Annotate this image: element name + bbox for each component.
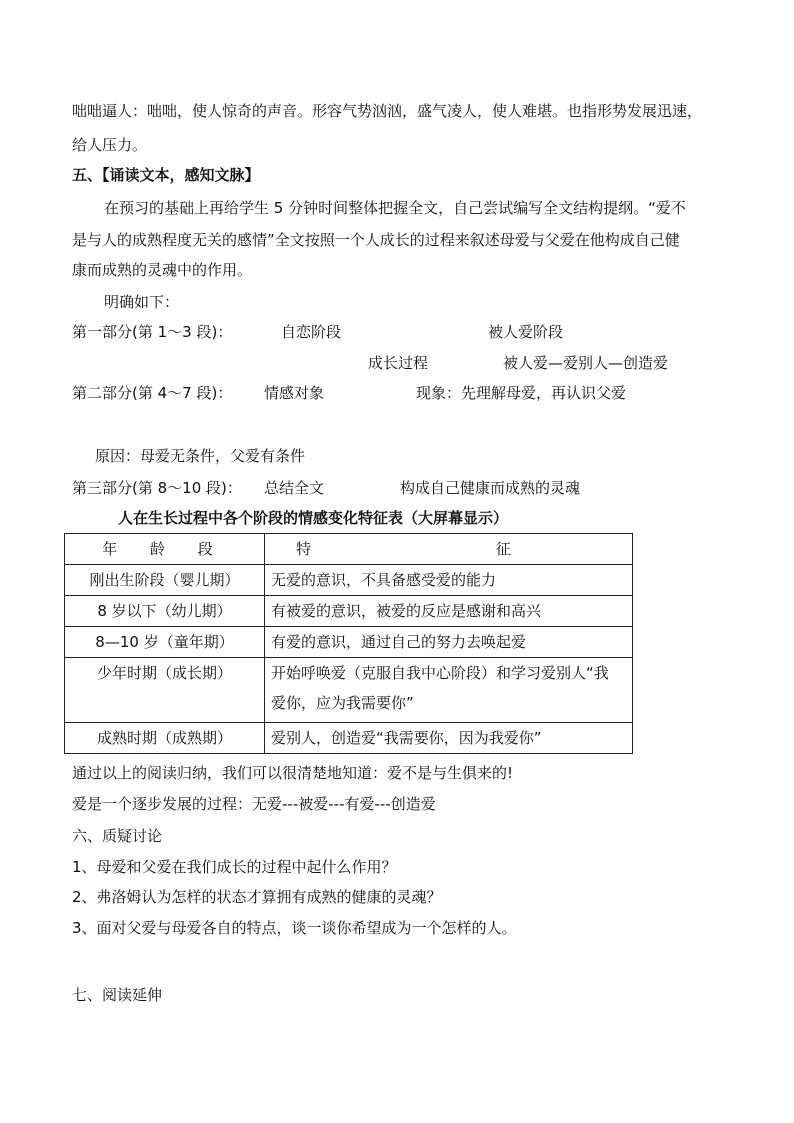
section-5-para-line-3: 康而成熟的灵魂中的作用。 [72, 261, 253, 279]
section-5-para-line-1: 在预习的基础上再给学生 5 分钟时间整体把握全文，自己尝试编写全文结构提纲。“爱不 [104, 199, 686, 217]
stage-cell: 8 岁以下（幼儿期） [65, 596, 265, 627]
trait-line-2: 爱你，应为我需要你” [271, 694, 414, 712]
section-6-heading: 六、质疑讨论 [72, 827, 163, 845]
stage-cell: 成熟时期（成熟期） [65, 723, 265, 754]
intro-line-2: 给人压力。 [72, 136, 148, 154]
part-2-reason: 原因：母爱无条件，父爱有条件 [95, 447, 306, 465]
stage-cell: 刚出生阶段（婴儿期） [65, 565, 265, 596]
question-1: 1、母爱和父爱在我们成长的过程中起什么作用？ [72, 858, 397, 876]
table-title: 人在生长过程中各个阶段的情感变化特征表（大屏幕显示） [118, 509, 509, 527]
part-1-progression: 被人爱—爱别人—创造爱 [503, 354, 669, 372]
summary-line-2: 爱是一个逐步发展的过程：无爱---被爱---有爱---创造爱 [72, 795, 436, 813]
table-row [65, 723, 633, 754]
table-row [65, 565, 633, 596]
table-header-row [65, 534, 633, 565]
question-2: 2、弗洛姆认为怎样的状态才算拥有成熟的健康的灵魂？ [72, 888, 442, 906]
trait-cell: 无爱的意识，不具备感受爱的能力 [265, 565, 633, 596]
section-7-heading: 七、阅读延伸 [72, 986, 163, 1004]
section-5-para-line-2: 是与人的成熟程度无关的感情”全文按照一个人成长的过程来叙述母爱与父爱在他构成自己健 [72, 231, 680, 249]
part-3-summary: 总结全文 [264, 479, 325, 497]
section-5-heading: 五、【诵读文本，感知文脉】 [72, 166, 260, 184]
clarify-label: 明确如下： [104, 293, 180, 311]
part-3-soul: 构成自己健康而成熟的灵魂 [400, 479, 581, 497]
table-row [65, 627, 633, 658]
stage-cell: 8—10 岁（童年期） [65, 627, 265, 658]
part-3-label: 第三部分(第 8～10 段)： [72, 479, 242, 497]
part-2-object: 情感对象 [264, 384, 325, 402]
table-row [65, 596, 633, 627]
part-1-growth: 成长过程 [368, 354, 429, 372]
emotion-stage-table [64, 533, 633, 754]
stage-cell: 少年时期（成长期） [65, 658, 265, 723]
intro-line-1: 咄咄逼人：咄咄，使人惊奇的声音。形容气势汹汹，盛气凌人，使人难堪。也指形势发展迅速， [72, 102, 703, 120]
trait-cell [265, 658, 633, 723]
trait-line-1: 开始呼唤爱（克服自我中心阶段）和学习爱别人“我 [271, 664, 609, 682]
part-1-stage-a: 自恋阶段 [281, 323, 342, 341]
header-trait: 特 征 [265, 534, 633, 565]
trait-cell: 爱别人，创造爱“我需要你，因为我爱你” [265, 723, 633, 754]
trait-cell: 有爱的意识，通过自己的努力去唤起爱 [265, 627, 633, 658]
question-3: 3、面对父爱与母爱各自的特点，谈一谈你希望成为一个怎样的人。 [72, 919, 517, 937]
part-2-label: 第二部分(第 4～7 段)： [72, 384, 233, 402]
header-stage: 年 龄 段 [65, 534, 265, 565]
part-1-stage-b: 被人爱阶段 [488, 323, 564, 341]
table-row [65, 658, 633, 723]
trait-cell: 有被爱的意识，被爱的反应是感谢和高兴 [265, 596, 633, 627]
summary-line-1: 通过以上的阅读归纳，我们可以很清楚地知道：爱不是与生俱来的! [72, 764, 514, 782]
part-2-phenomenon: 现象：先理解母爱，再认识父爱 [416, 384, 627, 402]
part-1-label: 第一部分(第 1～3 段)： [72, 323, 233, 341]
